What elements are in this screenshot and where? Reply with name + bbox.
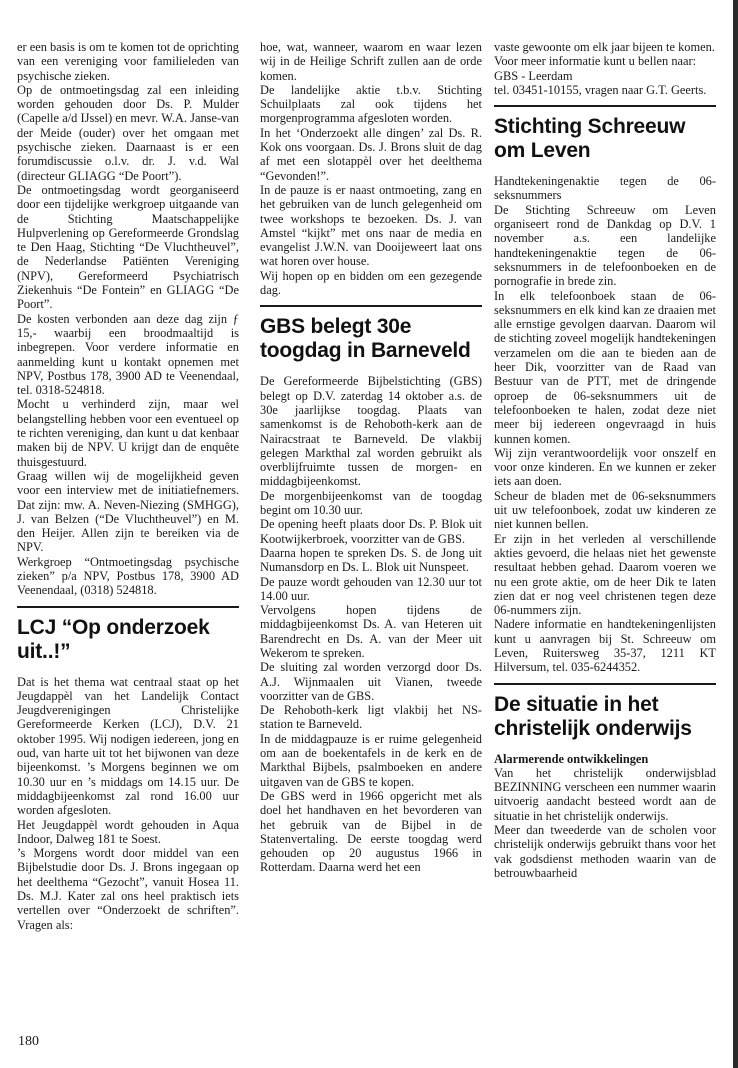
- paragraph: De Stichting Schreeuw om Leven organiseert rond de Dankdag op D.V. 1 november a.s. een landelijke handtekeningenaktie tegen de 06-seksnummers in de telefoonboeken en de pornografie in brede zin.: [494, 202, 716, 289]
- paragraph: De kosten verbonden aan deze dag zijn ƒ 15,- waarbij een broodmaaltijd is inbegrepen. Voor verdere informatie en aanmelding kunt u kontakt opnemen met NPV, Postbus 178, 3900 AD te Veenendaal, tel. 0318-524818.: [17, 311, 239, 398]
- paragraph: De landelijke aktie t.b.v. Stichting Schuilplaats zal ook tijdens het morgenprogramma afgesloten worden.: [260, 82, 482, 126]
- section-divider: [494, 683, 716, 685]
- paragraph: In de pauze is er naast ontmoeting, zang en het gebruiken van de lunch gelegenheid om twee workshops te bezoeken. Ds. J. van Amstel “kijkt” met ons naar de media en evangelist J.W.N. van Dooijeweert laat ons wat horen over house.: [260, 182, 482, 269]
- column-middle: [260, 40, 482, 875]
- paragraph: In het ‘Onderzoekt alle dingen’ zal Ds. R. Kok ons voorgaan. Ds. J. Brons sluit de dag af met een slotappèl over het deelthema “Gevonden!”.: [260, 125, 482, 183]
- article-heading: De situatie in het christelijk onderwijs: [494, 692, 692, 740]
- paragraph: Vervolgens hopen tijdens de middagbijeenkomst Ds. A. van Heteren uit Barendrecht en Ds. A. van der Meer uit Wekerom te spreken.: [260, 603, 482, 660]
- paragraph: Graag willen wij de mogelijkheid geven voor een interview met de initiatiefnemers. Dat zijn: mw. A. Neven-Niezing (SMHGG), J. van Belzen (“De Vluchtheuvel”) en M. den Heijer. Allen zijn te bereiken via de NPV.: [17, 468, 239, 555]
- paragraph: De sluiting zal worden verzorgd door Ds. A.J. Wijnmaalen uit Vianen, tweede voorzitter van de GBS.: [260, 660, 482, 703]
- paragraph: Meer dan tweederde van de scholen voor christelijk onderwijs gebruikt thans voor het vak godsdienst methoden waarin van de betrouwbaarheid: [494, 823, 716, 880]
- paragraph: Handtekeningenaktie tegen de 06-seksnummers: [494, 174, 716, 203]
- paragraph: Dat is het thema wat centraal staat op het Jeugdappèl van het Landelijk Contact Jeugdverenigingen Christelijke Gereformeerde Kerken (LCJ), D.V. 21 oktober 1995. Wij nodigen iedereen, jong en oud, van harte uit tot het bijwonen van deze bijeenkomst. ’s Morgens beginnen we om 10.30 uur en ’s middags om 14.15 uur. De middagbijeenkomst zal rond 16.00 uur worden afgesloten.: [17, 674, 239, 818]
- article-heading: GBS belegt 30e toogdag in Barneveld: [260, 315, 471, 363]
- paragraph: De pauze wordt gehouden van 12.30 uur tot 14.00 uur.: [260, 574, 482, 603]
- paragraph: Daarna hopen te spreken Ds. S. de Jong uit Numansdorp en Ds. L. Blok uit Nunspeet.: [260, 545, 482, 575]
- article-heading: Stichting Schreeuw om Leven: [494, 115, 686, 163]
- paragraph: De morgenbijeenkomst van de toogdag begint om 10.30 uur.: [260, 488, 482, 518]
- paragraph: ’s Morgens wordt door middel van een Bijbelstudie door Ds. J. Brons ingegaan op het deelthema “Gezocht”, vanuit Hosea 11. Ds. M.J. Kater zal ons heel praktisch iets vertellen over “Onderzoekt de schriften”. Vragen als:: [17, 846, 239, 932]
- section-divider: [494, 105, 716, 107]
- article-heading: LCJ “Op onderzoek uit..!”: [17, 615, 210, 663]
- paragraph: Scheur de bladen met de 06-seksnummers uit uw telefoonboek, zodat uw kinderen ze niet kunnen bellen.: [494, 488, 716, 532]
- paragraph: De GBS werd in 1966 opgericht met als doel het handhaven en het bevorderen van het gebruik van de Bijbel in de Statenvertaling. De eerste toogdag werd gehouden op 20 augustus 1966 in Rotterdam. Daarna werd het een: [260, 788, 482, 875]
- paragraph: De Gereformeerde Bijbelstichting (GBS) belegt op D.V. zaterdag 14 oktober a.s. de 30e jaarlijkse toogdag. Plaats van samenkomst is de Rehoboth-kerk aan de Nairacstraat te Barneveld. De vlakbij gelegen Markthal zal worden gebruikt als overblijfruimte tussen de morgen- en middagbijeenkomst.: [260, 374, 482, 489]
- paragraph: In elk telefoonboek staan de 06-seksnummers en elk kind kan ze draaien met alle ernstige gevolgen daarvan. Daarom wil de stichting zoveel mogelijk handtekeningen verzamelen om die aan te bieden aan de heer Dik, voorzitter van de Raad van Bestuur van de PTT, met de dringende oproep de 06-seksnummers uit de telefoonboeken te halen, zodat deze niet meer bij iedereen ongevraagd in huis kunnen komen.: [494, 288, 716, 446]
- paragraph: er een basis is om te komen tot de oprichting van een vereniging voor familieleden van psychische zieken.: [17, 40, 239, 83]
- paragraph: De Rehoboth-kerk ligt vlakbij het NS-station te Barneveld.: [260, 703, 482, 732]
- paragraph: In de middagpauze is er ruime gelegenheid om aan de boekentafels in de kerk en de Markthal Bijbels, psalmboeken en andere uitgaven van de GBS te kopen.: [260, 731, 482, 789]
- page-number: 180: [18, 1034, 39, 1049]
- paragraph: GBS - Leerdam: [494, 68, 573, 83]
- paragraph: Op de ontmoetingsdag zal een inleiding worden gehouden door Ds. P. Mulder (Capelle a/d IJssel) en mevr. W.A. Janse-van der Meide (ouder) over het omgaan met psychische zieken. Daarnaast is er een forumdiscussie o.l.v. dr. J. v.d. Wal (directeur GLIAGG “De Poort”).: [17, 82, 239, 183]
- paragraph: Er zijn in het verleden al verschillende akties gevoerd, die helaas niet het gewenste resultaat hebben gehad. Daarom voeren we nu een grote aktie, om de heer Dik te laten zien dat er nog veel christenen tegen deze 06-nummers zijn.: [494, 531, 716, 618]
- paragraph: De ontmoetingsdag wordt georganiseerd door een tijdelijke werkgroep uitgaande van de Stichting Maatschappelijke Hulpverlening op Gereformeerde Grondslag te Den Haag, Stichting “De Vluchtheuvel”, de Nederlandse Patiënten Vereniging (NPV), Gereformeerd Psychiatrisch Ziekenhuis “De Fontein” en GLIAGG “De Poort”.: [17, 182, 239, 312]
- paragraph: Het Jeugdappèl wordt gehouden in Aqua Indoor, Dalweg 181 te Soest.: [17, 817, 239, 846]
- paragraph: Nadere informatie en handtekeningenlijsten kunt u aanvragen bij St. Schreeuw om Leven, Ruitersweg 35-37, 1211 KT Hilversum, tel. 035-6244352.: [494, 617, 716, 675]
- paragraph: Wij zijn verantwoordelijk voor onszelf en voor onze kinderen. En we kunnen er zeker iets aan doen.: [494, 445, 716, 489]
- paragraph: Mocht u verhinderd zijn, maar wel belangstelling hebben voor een eventueel op te richten vereniging, dan kunt u dat kenbaar maken bij de NPV. U krijgt dan de enquête thuisgestuurd.: [17, 397, 239, 469]
- paragraph: hoe, wat, wanneer, waarom en waar lezen wij in de Heilige Schrift zullen aan de orde komen.: [260, 40, 482, 83]
- column-left: [17, 40, 239, 932]
- paragraph: vaste gewoonte om elk jaar bijeen te komen.: [494, 40, 715, 54]
- paragraph: Wij hopen op en bidden om een gezegende dag.: [260, 268, 482, 298]
- scan-edge: [733, 0, 738, 1068]
- paragraph: De opening heeft plaats door Ds. P. Blok uit Kootwijkerbroek, voorzitter van de GBS.: [260, 517, 482, 546]
- section-divider: [17, 606, 239, 608]
- article-subheading: Alarmerende ontwikkelingen: [494, 751, 649, 766]
- column-right: [494, 40, 716, 880]
- paragraph: Van het christelijk onderwijsblad BEZINNING verscheen een nummer waarin uitvoerig aandacht besteed wordt aan de situatie in het christelijk onderwijs.: [494, 765, 716, 823]
- paragraph: tel. 03451-10155, vragen naar G.T. Geerts.: [494, 82, 707, 97]
- paragraph: Voor meer informatie kunt u bellen naar:: [494, 54, 697, 69]
- paragraph: Werkgroep “Ontmoetingsdag psychische zieken” p/a NPV, Postbus 178, 3900 AD Veenendaal, (0318) 524818.: [17, 554, 239, 598]
- section-divider: [260, 305, 482, 307]
